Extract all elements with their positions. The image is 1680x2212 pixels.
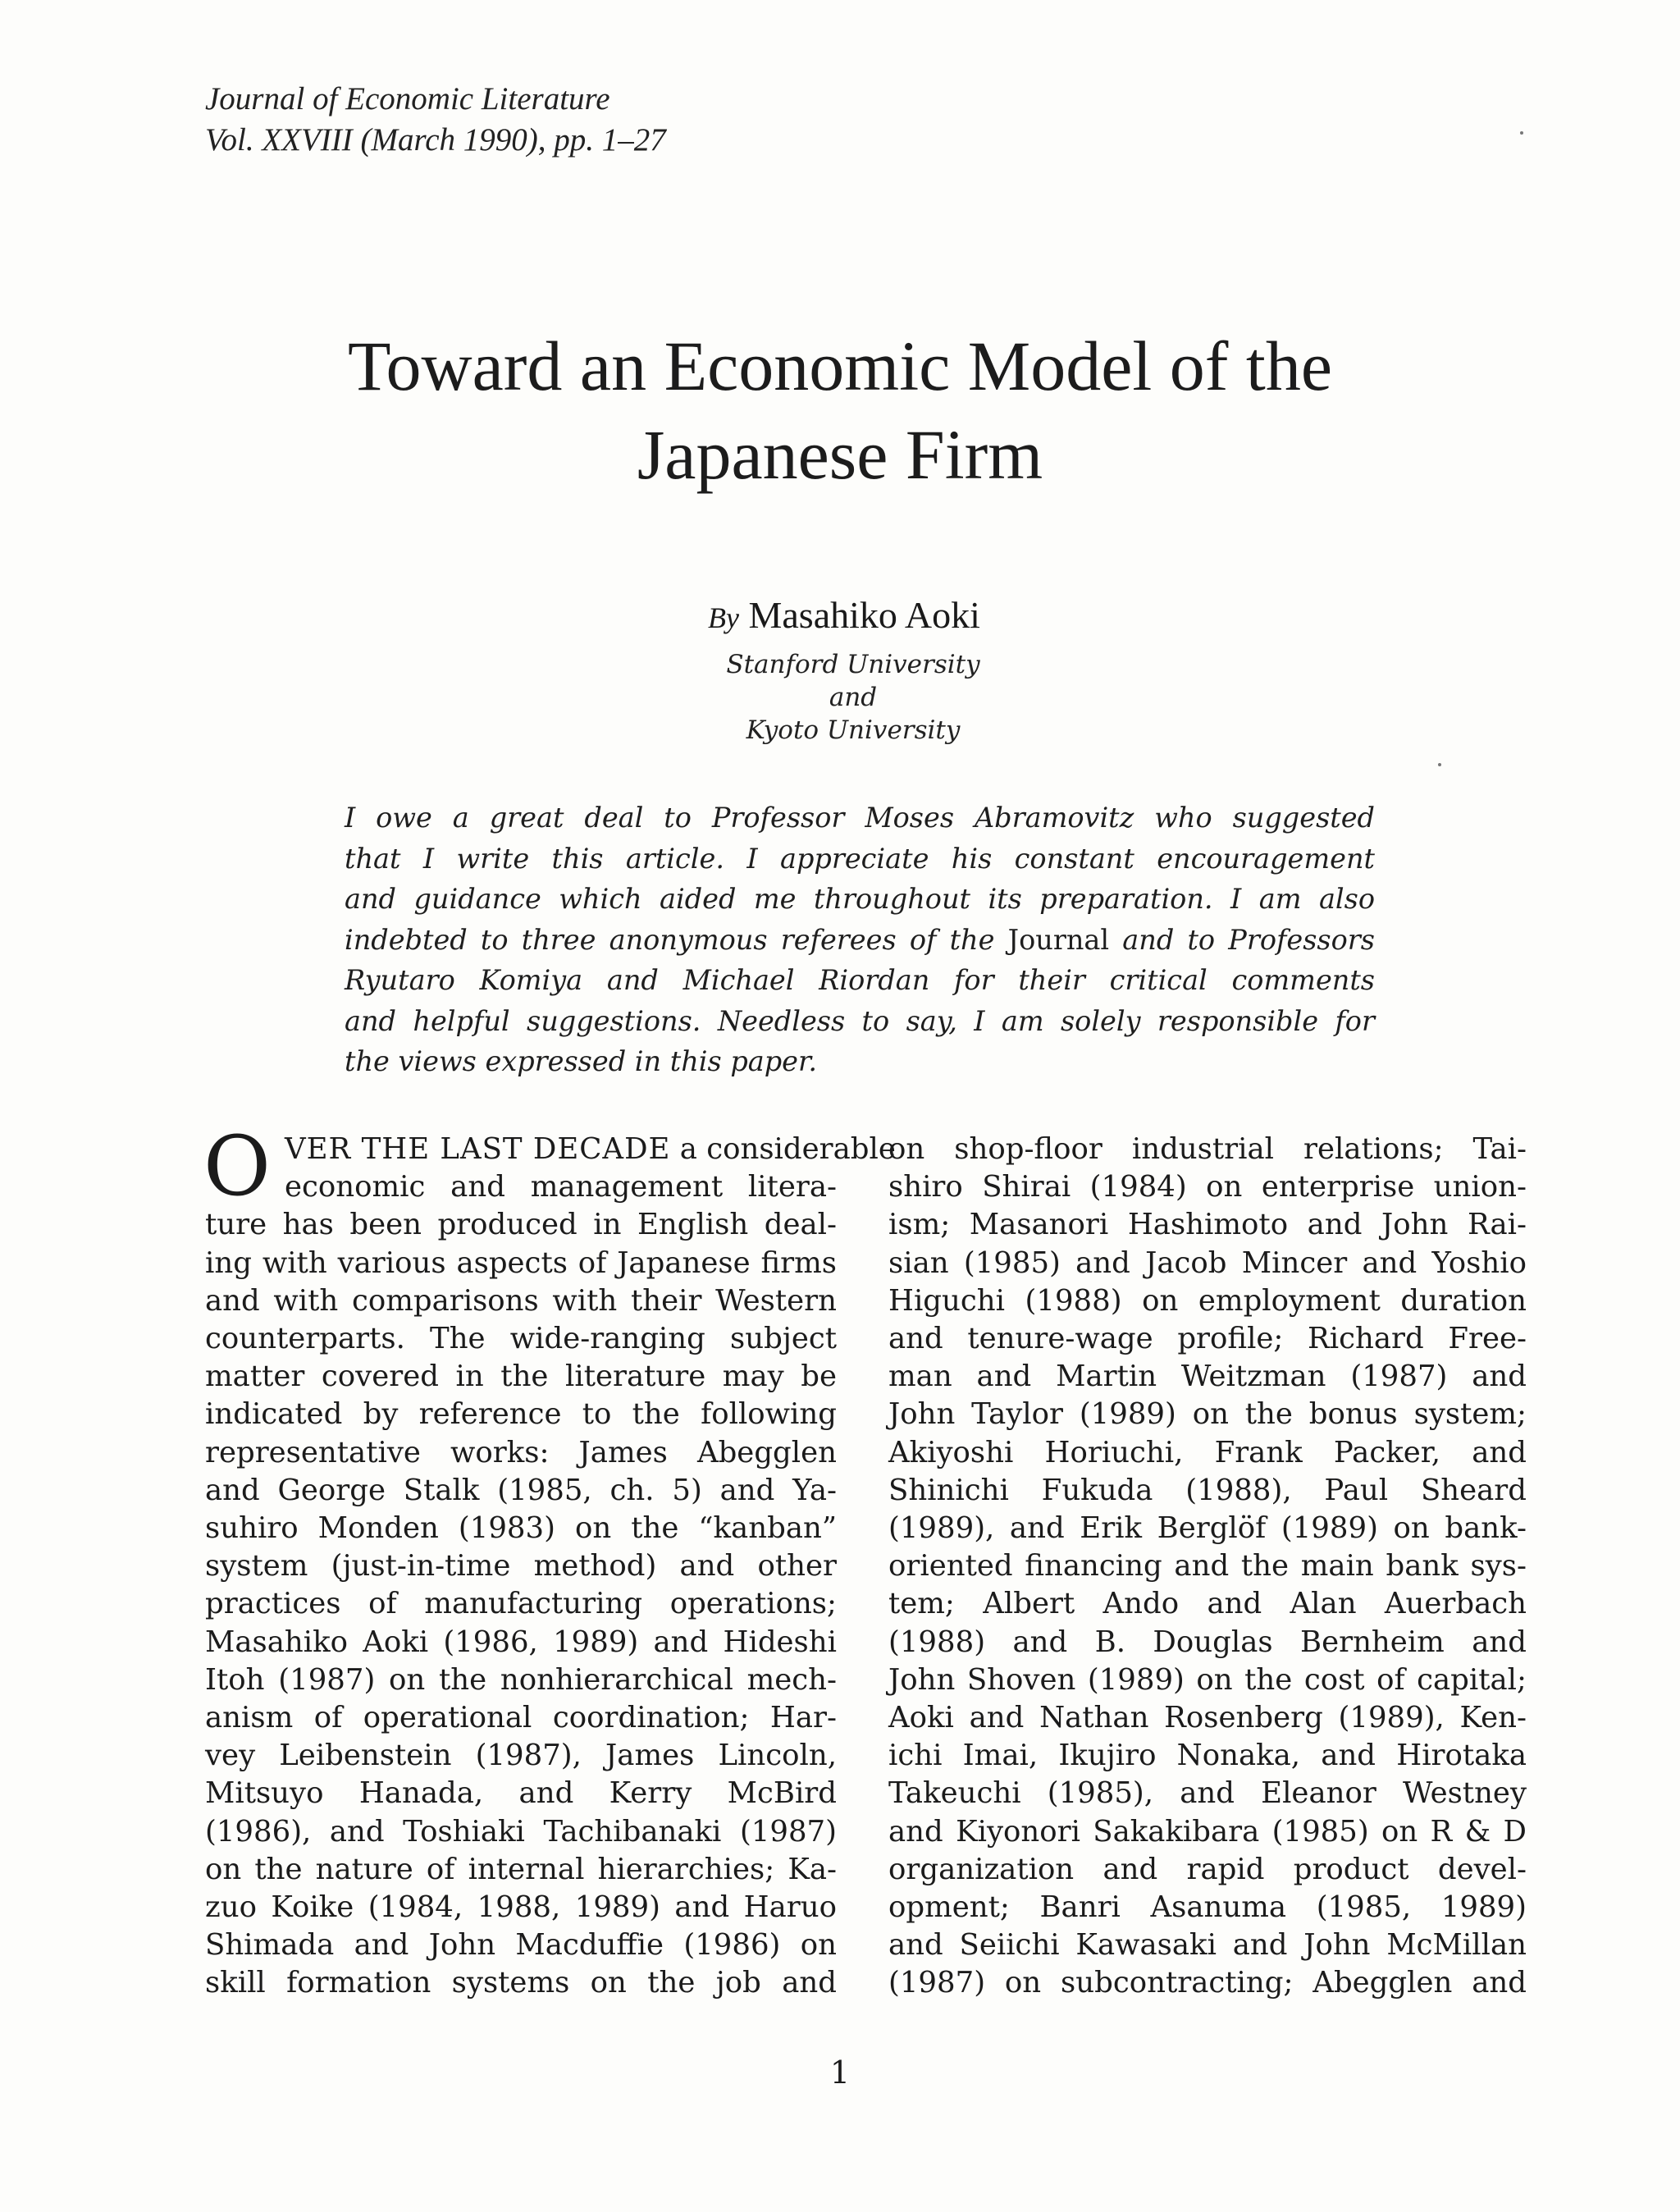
body-line: opment; Banri Asanuma (1985, 1989) [888, 1890, 1527, 1925]
ack-line [345, 920, 1375, 961]
article-title [0, 322, 1680, 499]
affiliation-line-1: Stanford University [726, 650, 980, 679]
body-line: and with comparisons with their Western [205, 1283, 837, 1318]
body-line: man and Martin Weitzman (1987) and [888, 1360, 1527, 1394]
body-line: sian (1985) and Jacob Mincer and Yoshio [888, 1245, 1527, 1280]
journal-header [205, 79, 666, 161]
ack-line: and helpful suggestions. Needless to say, I am solely responsible for [345, 1004, 1375, 1037]
body-line: practices of manufacturing operations; [205, 1587, 837, 1621]
body-line [205, 1131, 896, 1168]
body-text: a considerable [679, 1132, 896, 1166]
author-affiliation [689, 648, 1017, 747]
body-line: (1986), and Toshiaki Tachibanaki (1987) [205, 1814, 837, 1849]
body-line: (1988) and B. Douglas Bernheim and [888, 1625, 1527, 1659]
body-line: ture has been produced in English deal- [205, 1208, 837, 1242]
scan-speck [1438, 763, 1441, 766]
affiliation-line-2: and [829, 683, 878, 712]
body-line: system (just-in-time method) and other [205, 1549, 837, 1584]
body-line: Mitsuyo Hanada, and Kerry McBird [205, 1776, 837, 1811]
body-column-left [205, 1131, 896, 2003]
ack-line: and guidance which aided me throughout its preparation. I am also [345, 883, 1375, 915]
body-line: representative works: James Abegglen [205, 1435, 837, 1469]
body-line: John Taylor (1989) on the bonus system; [888, 1397, 1527, 1432]
body-line: shiro Shirai (1984) on enterprise union- [888, 1170, 1527, 1204]
body-line: suhiro Monden (1983) on the “kanban” [205, 1511, 837, 1546]
title-line-2: Japanese Firm [637, 415, 1043, 494]
body-line: on the nature of internal hierarchies; Ka- [205, 1852, 837, 1886]
body-line: Itoh (1987) on the nonhierarchical mech- [205, 1662, 837, 1697]
body-line: Shimada and John Macduffie (1986) on [205, 1928, 837, 1963]
body-line: Takeuchi (1985), and Eleanor Westney [888, 1776, 1527, 1811]
body-line: organization and rapid product devel- [888, 1852, 1527, 1886]
body-line: Shinichi Fukuda (1988), Paul Sheard [888, 1473, 1527, 1507]
title-line-1: Toward an Economic Model of the [347, 327, 1332, 405]
body-line: (1989), and Erik Berglöf (1989) on bank- [888, 1511, 1527, 1546]
body-line: skill formation systems on the job and [205, 1966, 837, 2000]
affiliation-line-3: Kyoto University [746, 715, 961, 745]
body-line: and George Stalk (1985, ch. 5) and Ya- [205, 1473, 837, 1507]
body-line: and tenure-wage profile; Richard Free- [888, 1322, 1527, 1356]
body-line: ing with various aspects of Japanese firms [205, 1245, 837, 1280]
drop-cap: O [203, 1118, 271, 1214]
body-column-right [888, 1131, 1527, 2003]
body-line: matter covered in the literature may be [205, 1360, 837, 1394]
ack-text: and to Professors [1122, 923, 1375, 956]
ack-line: I owe a great deal to Professor Moses Abramovitz who suggested [345, 802, 1375, 834]
lead-smallcaps: VER THE LAST DECADE [285, 1132, 671, 1166]
body-line: on shop-floor industrial relations; Tai- [888, 1132, 1527, 1166]
body-line: indicated by reference to the following [205, 1397, 837, 1432]
body-line: oriented financing and the main bank sys- [888, 1549, 1527, 1584]
body-line: vey Leibenstein (1987), James Lincoln, [205, 1739, 837, 1773]
body-line: John Shoven (1989) on the cost of capital; [888, 1662, 1527, 1697]
body-line: ichi Imai, Ikujiro Nonaka, and Hirotaka [888, 1739, 1527, 1773]
body-line: tem; Albert Ando and Alan Auerbach [888, 1587, 1527, 1621]
journal-volume: Vol. XXVIII (March 1990), pp. 1–27 [205, 122, 666, 158]
ack-journal-name: Journal [1007, 923, 1110, 956]
body-line: Higuchi (1988) on employment duration [888, 1283, 1527, 1318]
acknowledgment [345, 798, 1375, 1082]
page-number: 1 [829, 2054, 851, 2091]
body-line: zuo Koike (1984, 1988, 1989) and Haruo [205, 1890, 837, 1925]
scan-speck [1520, 131, 1523, 135]
byline-by: By [708, 601, 739, 634]
body-line: (1987) on subcontracting; Abegglen and [888, 1966, 1527, 2000]
ack-line: Ryutaro Komiya and Michael Riordan for their critical comments [345, 964, 1375, 996]
body-line: Akiyoshi Horiuchi, Frank Packer, and [888, 1435, 1527, 1469]
author-name: Masahiko Aoki [748, 594, 980, 636]
ack-line: the views expressed in this paper. [345, 1045, 817, 1077]
ack-line: that I write this article. I appreciate his constant encouragement [345, 842, 1375, 875]
body-line: Aoki and Nathan Rosenberg (1989), Ken- [888, 1701, 1527, 1735]
byline [708, 592, 980, 641]
journal-name: Journal of Economic Literature [205, 81, 610, 117]
body-line: anism of operational coordination; Har- [205, 1701, 837, 1735]
body-line: ism; Masanori Hashimoto and John Rai- [888, 1208, 1527, 1242]
body-line: Masahiko Aoki (1986, 1989) and Hideshi [205, 1625, 837, 1659]
body-line: and Seiichi Kawasaki and John McMillan [888, 1928, 1527, 1963]
body-line: counterparts. The wide-ranging subject [205, 1322, 837, 1356]
body-line: and Kiyonori Sakakibara (1985) on R & D [888, 1814, 1527, 1849]
body-line: economic and management litera- [285, 1170, 837, 1204]
ack-text: indebted to three anonymous referees of the [345, 923, 995, 956]
